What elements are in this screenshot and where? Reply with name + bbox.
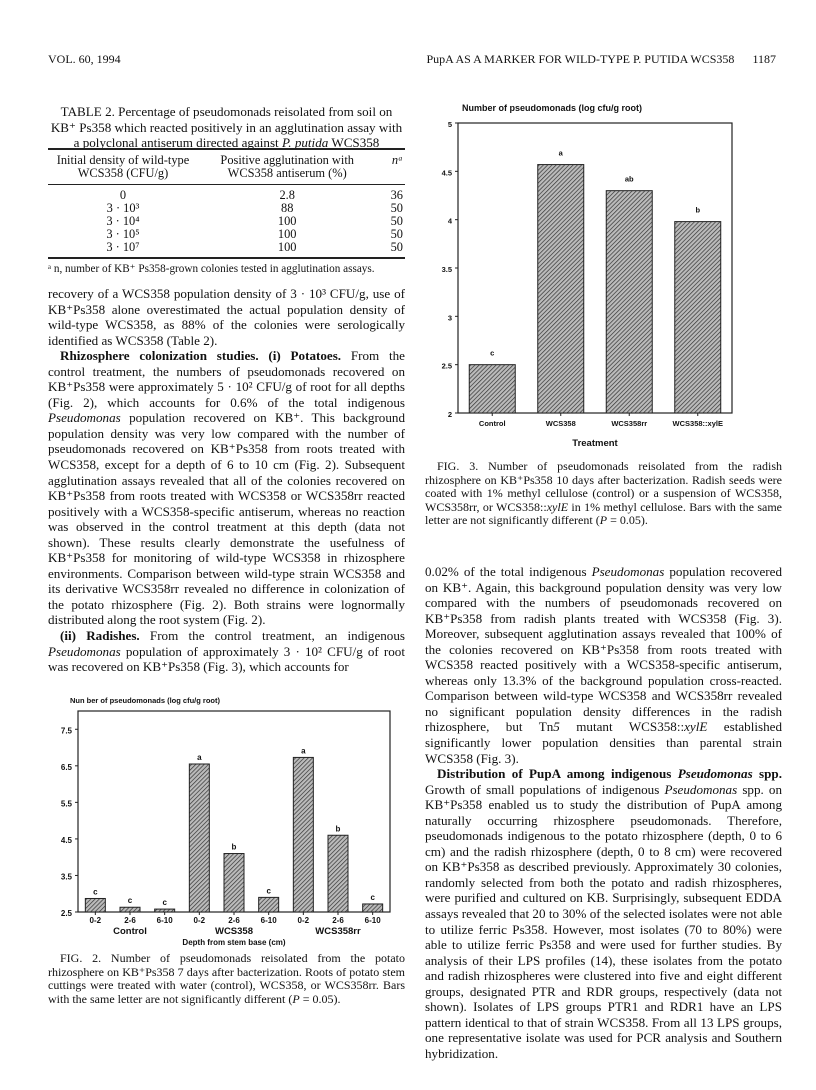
significance-letter: a — [197, 752, 202, 762]
y-tick-label: 4 — [447, 216, 452, 226]
italic-text: P — [599, 513, 608, 527]
text-run: FIG. 2. Number of pseudomonads reisolated from the potato rhizosphere on KB⁺Ps358 7 days after bacterization. Roots of potato stem cuttings were treated with water (control), WCS358, or WCS358rr. Bars with the same letter are not significantly different ( — [48, 951, 405, 1006]
text-run: 0.02% of the total indigenous — [425, 564, 592, 579]
text-run: mutant WCS358:: — [559, 719, 685, 735]
bar — [120, 907, 140, 912]
table-header-row — [48, 149, 405, 185]
paragraph — [48, 348, 405, 628]
text-run: TABLE 2. Percentage of pseudomonads reisolated from soil on KB⁺ Ps358 which reacted positively in an agglutination assay with a polyclonal antiserum directed against — [50, 104, 403, 150]
text-run: established significantly lower population densities than parental strain WCS358 (Fig. 3). — [425, 719, 782, 766]
table-cell: 3 · 10⁴ — [106, 214, 140, 228]
text-run: population recovered on KB⁺. This background population density was very low compared with the number of pseudomonads recovered on KB⁺Ps358 from roots treated with WCS358, except for a depth of 6 to 10 cm (Fig. 2). Subsequent agglutination assays revealed that all of the colonies recovered on KB⁺Ps358 from roots treated with WCS358 or WCS358rr reacted positively with a WCS358-specific antiserum, whereas no reaction was observed in the control treatment at this depth (data not shown). These results clearly demonstrate the usefulness of KB⁺Ps358 for monitoring of wild-type WCS358 in rhizosphere environments. Comparison between wild-type strain WCS358 and its derivative WCS358rr revealed no difference in colonization of the potato rhizosphere (Fig. 2). Both strains were lognormally distributed along the root system (Fig. 2). — [48, 410, 405, 628]
bar — [293, 757, 313, 912]
column-header: Positive agglutination with WCS358 antiserum (%) — [220, 153, 354, 180]
text-run: WCS358 — [328, 135, 380, 150]
bar — [224, 854, 244, 912]
figure-2-chart — [48, 691, 410, 954]
y-tick-label: 2.5 — [441, 361, 452, 371]
table-cell: 3 · 10⁷ — [106, 240, 140, 254]
paragraph — [48, 286, 405, 348]
text-run: From the control treatment, an indigenous — [139, 628, 405, 644]
y-tick-label: 2 — [447, 410, 452, 419]
x-tick-label: 2-6 — [332, 916, 344, 925]
run-in-heading: Distribution of PupA among indigenous — [437, 766, 678, 782]
table-cell: 100 — [277, 227, 297, 241]
table-cell: 50 — [390, 227, 403, 241]
x-tick-label: Control — [478, 419, 506, 428]
left-column-text — [48, 286, 405, 675]
bar — [85, 898, 105, 912]
table-cell: 88 — [281, 201, 294, 215]
x-tick-label: 2-6 — [228, 916, 240, 925]
italic-text: xylE — [684, 719, 708, 735]
paragraph — [425, 564, 782, 766]
x-tick-label: 6-10 — [260, 916, 277, 925]
x-tick-label: WCS358rr — [611, 419, 648, 428]
x-tick-label: 6-10 — [156, 916, 173, 925]
table-cell: 3 · 10⁵ — [106, 227, 140, 241]
table-cell: 50 — [390, 240, 403, 254]
y-tick-label: 2.5 — [60, 909, 72, 918]
x-axis-title: Depth from stem base (cm) — [182, 938, 286, 947]
table-cell: 36 — [390, 188, 403, 202]
table-row — [48, 228, 405, 241]
bar — [189, 764, 209, 912]
significance-letter: c — [370, 892, 375, 902]
run-in-heading: (ii) Radishes. — [60, 628, 140, 644]
text-run: = 0.05). — [299, 991, 341, 1006]
significance-letter: c — [162, 898, 167, 908]
run-in-heading: spp. — [752, 766, 782, 782]
text-run: = 0.05). — [607, 513, 648, 527]
bar — [363, 904, 383, 912]
figure-3-caption — [425, 460, 782, 528]
table-2 — [48, 148, 405, 259]
text-run: population recovered on KB⁺. Again, this background population density was very low compared with the numbers of pseudomonads recovered on KB⁺Ps358 from radish plants treated with WCS358 (Fig. 3). Moreover, subsequent agglutination assays revealed that 100% of the colonies recovered on KB⁺Ps358 from roots treated with WCS358 reacted positively with a WCS358-specific antiserum, whereas only 13.3% of the background population cross-reacted. Comparison between wild-type WCS358 and WCS358rr revealed no significant population density differences in the radish rhizosphere, but Tn — [425, 564, 782, 735]
column-header: nᵃ — [391, 153, 403, 167]
group-label: WCS358rr — [315, 926, 361, 937]
run-in-heading: Rhizosphere colonization studies. (i) Potatoes. — [60, 348, 342, 364]
bar — [538, 165, 584, 413]
x-tick-label: 0-2 — [193, 916, 206, 925]
x-tick-label: WCS358::xylE — [672, 419, 723, 428]
table-row — [48, 241, 405, 258]
x-tick-label: 0-2 — [89, 916, 102, 925]
italic-text: Pseudomonas — [48, 410, 121, 426]
table-row — [48, 202, 405, 215]
group-label: Control — [113, 926, 147, 937]
significance-letter: ab — [624, 174, 634, 184]
significance-letter: c — [93, 887, 98, 897]
text-run: in 1% methyl cellulose. Bars with the same letter are not significantly different ( — [425, 499, 782, 527]
italic-text: P — [292, 991, 300, 1006]
significance-letter: a — [558, 148, 563, 158]
run-in-heading: Pseudomonas — [677, 766, 753, 782]
y-tick-label: 3 — [447, 313, 452, 323]
group-label: WCS358 — [214, 926, 254, 937]
table-cell: 3 · 10³ — [106, 201, 140, 215]
significance-letter: b — [335, 824, 341, 834]
running-title: PupA AS A MARKER FOR WILD-TYPE P. PUTIDA WCS358 — [426, 52, 735, 66]
y-axis-title: Nun ber of pseudomonads (log cfu/g root) — [70, 696, 220, 705]
table-cell: 50 — [390, 214, 403, 228]
y-tick-label: 6.5 — [60, 762, 72, 772]
x-tick-label: 0-2 — [297, 916, 310, 925]
paragraph — [425, 766, 782, 1061]
italic-text: Pseudomonas — [664, 781, 738, 797]
bar — [259, 897, 279, 912]
table-row — [48, 185, 405, 203]
y-tick-label: 3.5 — [60, 872, 72, 882]
table-footnote: ᵃ n, number of KB⁺ Ps358-grown colonies tested in agglutination assays. — [48, 263, 375, 275]
page-header — [48, 52, 776, 67]
text-run: FIG. 3. Number of pseudomonads reisolated from the radish rhizosphere on KB⁺Ps358 10 days after bacterization. Radish seeds were coated with 1% methyl cellulose (control) or a suspension of WCS358, WCS358rr, or WCS358:: — [425, 459, 782, 514]
table-cell: 100 — [277, 240, 297, 254]
y-tick-label: 4.5 — [441, 168, 452, 178]
significance-letter: b — [695, 205, 701, 215]
y-tick-label: 7.5 — [60, 726, 72, 736]
figure-3-svg — [425, 92, 780, 454]
text-run: Growth of small populations of indigenous — [425, 781, 665, 797]
y-tick-label: 5 — [447, 120, 452, 129]
x-tick-label: WCS358 — [545, 419, 576, 428]
italic-text: Pseudomonas — [48, 643, 121, 659]
bar — [328, 835, 348, 912]
significance-letter: a — [301, 746, 306, 756]
bar — [469, 365, 515, 413]
significance-letter: b — [231, 842, 237, 852]
table-2-caption — [48, 104, 405, 151]
text-run: recovery of a WCS358 population density of 3 · 10³ CFU/g, use of KB⁺Ps358 alone overestimated the actual population density of wild-type WCS358, as 88% of the colonies were serologically identified as WCS358 (Table 2). — [48, 286, 405, 348]
table-body — [48, 185, 405, 259]
x-tick-label: 2-6 — [124, 916, 136, 925]
right-column-text — [425, 564, 782, 1062]
table-cell: 2.8 — [279, 188, 295, 202]
x-tick-label: 6-10 — [364, 916, 381, 925]
italic-text: Pseudomonas — [591, 564, 665, 579]
text-run: population of approximately 3 · 10² CFU/g of root was recovered on KB⁺Ps358 (Fig. 3), which accounts for — [48, 643, 405, 675]
significance-letter: c — [490, 348, 495, 358]
figure-2-svg — [48, 691, 410, 949]
y-tick-label: 4.5 — [60, 835, 72, 845]
table-row — [48, 215, 405, 228]
table-cell: 0 — [119, 188, 127, 202]
italic-text: xylE — [546, 499, 569, 514]
significance-letter: c — [266, 886, 271, 896]
figure-3-chart — [425, 92, 780, 459]
text-run: From the control treatment, the numbers of pseudomonads recovered on KB⁺Ps358 were approximately 5 · 10² CFU/g of root for all depths (Fig. 2), which accounts for 0.6% of the total indigenous — [48, 348, 405, 410]
figure-2-caption — [48, 952, 405, 1006]
y-tick-label: 3.5 — [441, 265, 452, 274]
text-run: spp. on KB⁺Ps358 enabled us to study the distribution of PupA among naturally occurring rhizosphere pseudomonads. Therefore, pseudomonads indigenous to the potato rhizosphere (depth, 0 to 6 cm) and the radish rhizosphere (depth, 0 to 8 cm) were recovered on KB⁺Ps358 as described previously. Approximately 30 colonies, randomly selected from both the potato and radish rhizospheres, were purified and cultured on KB. Surprisingly, subsequent EDDA assays revealed that 20 to 30% of the selected isolates were not able to utilize ferric Ps358. However, most isolates (70 to 80%) were able to utilize ferric Ps358 and were used for further studies. By analysis of their LPS profiles (14), these isolates from the potato and radish rhizospheres were clustered into five and eight different groups, designated PTR and RDR groups, respectively (data not shown). Isolates of LPS groups PTR1 and RDR1 have an LPS pattern identical to that of strain WCS358. From all 13 LPS groups, one representative isolate was used for PCR analysis and Southern hybridization. — [425, 781, 782, 1061]
journal-volume: VOL. 60, 1994 — [48, 52, 121, 66]
table-cell: 100 — [277, 214, 297, 228]
significance-letter: c — [127, 896, 133, 906]
paragraph — [48, 628, 405, 675]
column-header: Initial density of wild-type WCS358 (CFU/g) — [56, 153, 190, 180]
italic-text: P. putida — [281, 135, 329, 150]
bar — [606, 191, 652, 413]
table-cell: 50 — [390, 201, 403, 215]
y-tick-label: 5.5 — [60, 799, 72, 809]
bar — [155, 909, 175, 912]
page-number: 1187 — [752, 52, 776, 66]
y-axis-title: Number of pseudomonads (log cfu/g root) — [462, 103, 642, 113]
italic-text: 5 — [553, 719, 560, 735]
bar — [675, 222, 721, 413]
x-axis-title: Treatment — [572, 438, 618, 449]
